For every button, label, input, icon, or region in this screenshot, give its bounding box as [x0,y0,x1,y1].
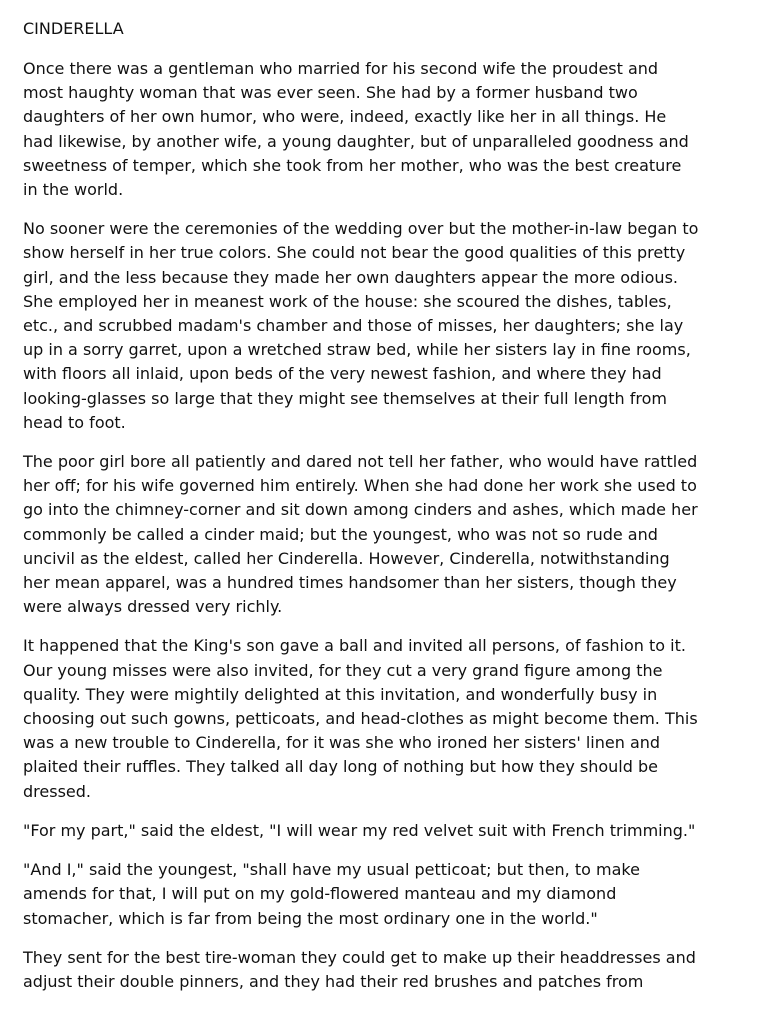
paragraph-7: They sent for the best tire-woman they could get to make up their headdresses and adjust their double pinners, and they had their red brushes and patches from [23,947,696,991]
paragraph-3: The poor girl bore all patiently and dared not tell her father, who would have rattled her off; for his wife governed him entirely. When she had done her work she used to go into the chimney-corner and sit down among cinders and ashes, which made her commonly be called a cinder maid; but the youngest, who was not so rude and uncivil as the eldest, called her Cinderella. However, Cinderella, notwithstanding her mean apparel, was a hundred times handsomer than her sisters, though they were always dressed very richly. [23,452,698,617]
paragraph-5: "For my part," said the eldest, "I will wear my red velvet suit with French trimming." [23,820,696,840]
paragraph-6: "And I," said the youngest, "shall have my usual petticoat; but then, to make amends for that, I will put on my gold-flowered manteau and my diamond stomacher, which is far from being the most ordinary one in the world." [23,860,640,928]
paragraph-1: Once there was a gentleman who married for his second wife the proudest and most haughty woman that was ever seen. She had by a former husband two daughters of her own humor, who were, indeed, exactly like her in all things. He had likewise, by another wife, a young daughter, but of unparalleled goodness and sweetness of temper, which she took from her mother, who was the best creature in the world. [23,59,689,200]
paragraph-4: It happened that the King's son gave a ball and invited all persons, of fashion to it. Our young misses were also invited, for they cut a very grand figure among the quality. They were mightily delighted at this invitation, and wonderfully busy in choosing out such gowns, petticoats, and head-clothes as might become them. This was a new trouble to Cinderella, for it was she who ironed her sisters' linen and plaited their ruffles. They talked all day long of nothing but how they should be dressed. [23,636,698,801]
paragraph-2: No sooner were the ceremonies of the wedding over but the mother-in-law began to show herself in her true colors. She could not bear the good qualities of this pretty girl, and the less because they made her own daughters appear the more odious. She employed her in meanest work of the house: she scoured the dishes, tables, etc., and scrubbed madam's chamber and those of misses, her daughters; she lay up in a sorry garret, upon a wretched straw bed, while her sisters lay in fine rooms, with floors all inlaid, upon beds of the very newest fashion, and where they had looking-glasses so large that they might see themselves at their full length from head to foot. [23,219,699,432]
document-title: CINDERELLA [23,19,124,38]
